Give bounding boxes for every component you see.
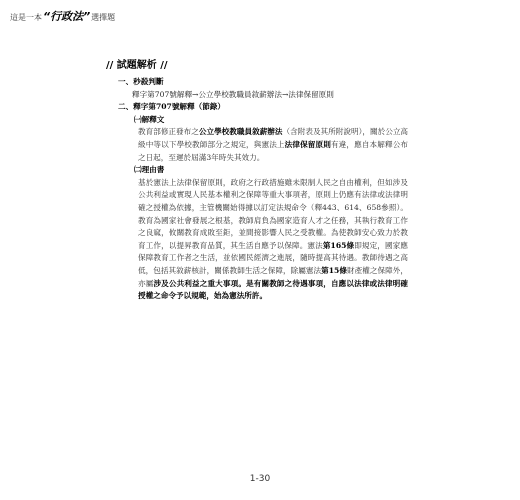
reasoning-text-1: 基於憲法上法律保留原則，政府之行政措施雖未限制人民之自由權利，但如涉及公共利益或實現人民基本權利之保障等重大事項者，原則上仍應有法律或法律明確之授權為依據，主管機關始得據以訂定法規命令（釋443、614、658參照）。教育為國家社會發展之根基，教師肩負為國家造育人才之任務，其執行教育工作之良窳，攸關教育成敗至鉅，並間接影響人民之受教權。為使教師安心致力於教育工作，以提昇教育品質，其生活自應予以保障。憲法 <box>138 177 408 250</box>
page-number: 1-30 <box>249 474 271 484</box>
reasoning-bold-2: 第15條 <box>321 265 347 275</box>
header-brand: “行政法” <box>43 10 91 23</box>
item-two-title: 二、釋字第707號解釋（節錄） <box>118 102 225 112</box>
reasoning-text-3: 財產權之保障外，亦屬 <box>138 265 409 288</box>
interpretation-bold-1: 公立學校教職員敘薪辦法 <box>198 127 283 137</box>
reasoning-paragraph <box>118 177 408 303</box>
interpretation-text-3: 有違，應自本解釋公布之日起，至遲於屆滿3年時失其效力。 <box>138 139 409 162</box>
reasoning-bold-3: 涉及公共利益之重大事項。是有關教師之待遇事項，自應以法律或法律明確授權之命令予以規範，始為憲法所許。 <box>138 278 408 301</box>
analysis-content <box>118 76 408 303</box>
running-header <box>10 8 115 24</box>
reasoning-bold-1: 第165條 <box>322 240 355 250</box>
interpretation-paragraph <box>118 126 408 164</box>
header-suffix: 選擇題 <box>91 13 116 22</box>
subitem-reasoning-title: ㈡理由書 <box>134 165 165 175</box>
item-one-title: 一、秒殺判斷 <box>118 77 164 86</box>
reasoning-text-2: 即規定，國家應保障教育工作者之生活，並依國民經濟之進展，隨時提高其待遇。教師待遇之高低，包括其敘薪核計，關係教師生活之保障，除屬憲法 <box>138 240 409 275</box>
subitem-interpretation-title: ㈠解釋文 <box>134 114 165 124</box>
interpretation-text-1: 教育部修正發布之 <box>138 127 199 137</box>
interpretation-text-2: （含附表及其所附說明），關於公立高級中等以下學校教師部分之規定，與憲法上 <box>138 127 409 149</box>
interpretation-bold-2: 法律保留原則 <box>284 139 331 149</box>
header-prefix: 這是一本 <box>10 13 42 22</box>
item-one-text: 釋字第707號解釋→公立學校教職員敘薪辦法→法律保留原則 <box>132 89 334 99</box>
section-title: // 試題解析 // <box>106 60 168 71</box>
